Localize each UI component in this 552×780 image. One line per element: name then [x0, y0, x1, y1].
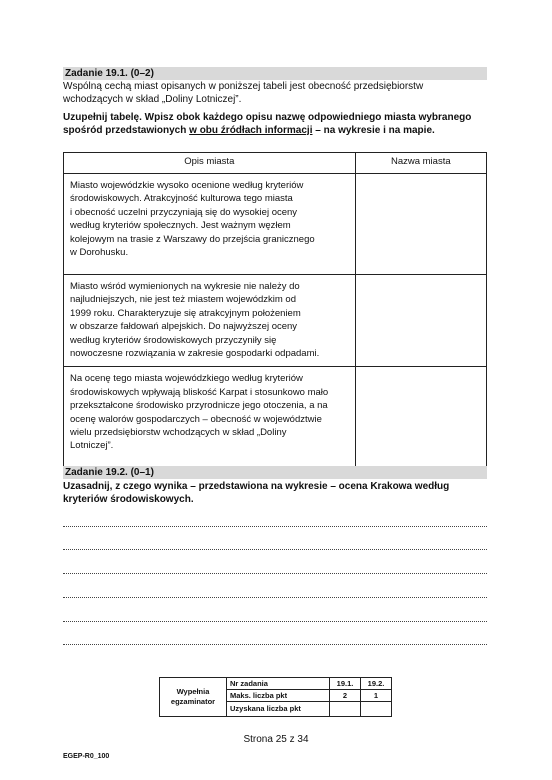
exam-code: EGEP-R0_100 — [63, 753, 110, 760]
description-line: wielu przedsiębiorstw wchodzących w skład „Doliny — [70, 427, 287, 439]
description-line: 1999 roku. Charakteryzuje się atrakcyjnym położeniem — [70, 307, 301, 319]
task-19-2-header: Zadanie 19.2. (0–1) — [63, 466, 487, 479]
task-number-19-2: 19.2. — [361, 678, 392, 690]
page-number: Strona 25 z 34 — [243, 734, 309, 745]
description-line: ocenę walorów gospodarczych – obecność w województwie — [70, 413, 322, 425]
table-header-row — [64, 153, 487, 174]
instruction-underlined: w obu źródłach informacji — [189, 125, 313, 136]
cities-table — [63, 152, 487, 467]
description-line: nowoczesne rozwiązania w zakresie gospodarki odpadami. — [70, 348, 320, 360]
intro-line-2: wchodzących w skład „Doliny Lotniczej”. — [63, 94, 242, 105]
examiner-label-cell — [160, 678, 227, 717]
answer-line[interactable] — [63, 620, 487, 622]
description-line: najludniejszych, nie jest też miastem wojewódzkim od — [70, 294, 296, 306]
answer-line[interactable] — [63, 596, 487, 598]
description-line: w obszarze fałdowań alpejskich. Do najwyższej oceny — [70, 321, 298, 333]
description-line: przekształcone środowisko przyrodnicze jego otoczenia, a na — [70, 400, 328, 412]
description-line: kolejowym na trasie z Warszawy do przejścia granicznego — [70, 233, 315, 245]
description-line: Lotniczej”. — [70, 440, 114, 452]
answer-line[interactable] — [63, 572, 487, 574]
max-points-label: Maks. liczba pkt — [227, 690, 330, 702]
answer-line[interactable] — [63, 525, 487, 527]
examiner-label-line-1: Wypełnia — [176, 687, 210, 696]
question-line-1: Uzasadnij, z czego wynika – przedstawiona na wykresie – ocena Krakowa według — [63, 481, 450, 492]
description-line: Miasto wśród wymienionych na wykresie nie należy do — [70, 281, 300, 292]
description-cell — [64, 275, 356, 367]
description-line: według kryteriów społecznych. Jest ważnym węzłem — [70, 220, 291, 232]
description-line: Miasto wojewódzkie wysoko ocenione według kryteriów — [70, 180, 304, 191]
table-row — [64, 275, 487, 367]
table-row — [64, 174, 487, 275]
task-number-label: Nr zadania — [227, 678, 330, 690]
examiner-table — [159, 677, 392, 717]
instruction-line-2 — [63, 124, 487, 137]
intro-line-1: Wspólną cechą miast opisanych w poniższej tabeli jest obecność przedsiębiorstw — [63, 81, 424, 92]
obtained-points-19-1[interactable] — [330, 702, 361, 717]
instruction-line-1: Uzupełnij tabelę. Wpisz obok każdego opisu nazwę odpowiedniego miasta wybranego — [63, 112, 472, 123]
description-cell — [64, 367, 356, 467]
answer-line[interactable] — [63, 643, 487, 645]
task-19-1-header: Zadanie 19.1. (0–2) — [63, 67, 487, 80]
city-name-answer-cell[interactable] — [355, 174, 486, 275]
city-name-answer-cell[interactable] — [355, 367, 486, 467]
table-row — [64, 367, 487, 467]
obtained-points-19-2[interactable] — [361, 702, 392, 717]
description-line: środowiskowych wpływają bliskość Karpat i stosunkowo mało — [70, 386, 329, 398]
instruction-part-b: spośród przedstawionych — [63, 125, 190, 136]
description-cell — [64, 174, 356, 275]
task-number-19-1: 19.1. — [330, 678, 361, 690]
description-line: według kryteriów środowiskowych przyczyniły się — [70, 334, 277, 346]
description-line: w Dorohusku. — [70, 247, 129, 259]
question-line-2: kryteriów środowiskowych. — [63, 494, 194, 505]
instruction-part-c: – na wykresie i na mapie. — [312, 125, 435, 136]
description-line: środowiskowych. Atrakcyjność kulturowa tego miasta — [70, 193, 293, 205]
city-name-answer-cell[interactable] — [355, 275, 486, 367]
obtained-points-label: Uzyskana liczba pkt — [227, 702, 330, 717]
column-header-city-name: Nazwa miasta — [355, 153, 486, 174]
column-header-description: Opis miasta — [64, 153, 356, 174]
max-points-19-1: 2 — [330, 690, 361, 702]
examiner-label-line-2: egzaminator — [170, 697, 216, 706]
description-line: Na ocenę tego miasta wojewódzkiego według kryteriów — [70, 373, 303, 385]
description-line: i obecność uczelni przyczyniają się do wysokiej oceny — [70, 206, 298, 218]
max-points-19-2: 1 — [361, 690, 392, 702]
answer-line[interactable] — [63, 548, 487, 550]
